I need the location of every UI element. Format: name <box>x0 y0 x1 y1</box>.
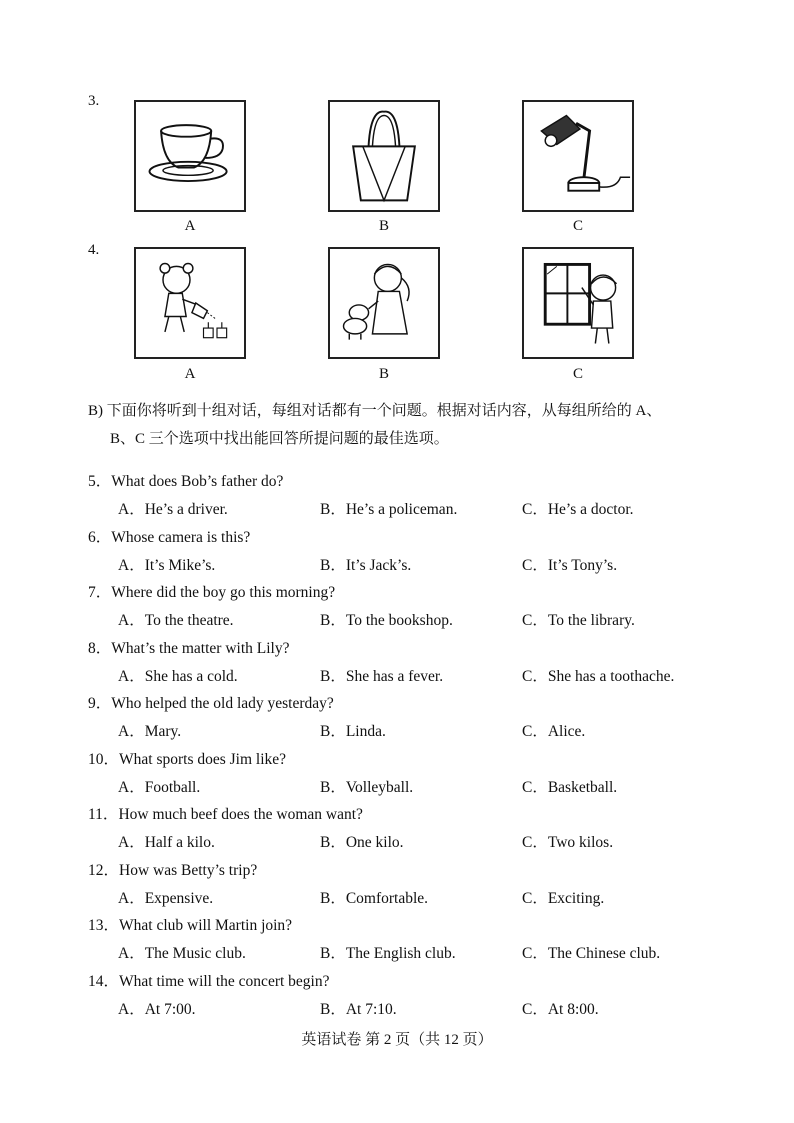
question-text: Whose camera is this? <box>111 528 251 546</box>
question-6 <box>88 525 250 547</box>
question-11-option-a[interactable]: A．Half a kilo. <box>118 834 215 851</box>
question-text: What does Bob’s father do? <box>111 473 284 490</box>
question-9-option-c[interactable]: C．Alice. <box>522 723 586 740</box>
question-12-option-b[interactable]: B．Comfortable. <box>320 889 429 907</box>
q4-label-b: B <box>378 366 389 382</box>
question-9-option-b[interactable]: B．Linda. <box>320 723 386 740</box>
question-text: How much beef does the woman want? <box>118 806 363 823</box>
question-10 <box>88 747 286 769</box>
question-10-option-b[interactable]: B．Volleyball. <box>320 778 414 796</box>
question-5-option-c[interactable]: C．He’s a doctor. <box>522 501 634 518</box>
question-number: 13． <box>88 917 120 934</box>
teacup-icon <box>134 100 246 212</box>
question-7-option-b[interactable]: B．To the bookshop. <box>320 612 453 629</box>
q3-label-c: C <box>572 218 583 234</box>
question-4-number: 4. <box>88 242 100 258</box>
page-footer: 英语试卷 第 2 页（共 12 页） <box>301 1032 493 1048</box>
question-text: What’s the matter with Lily? <box>111 639 290 657</box>
girl-watering-plants-icon <box>134 247 246 359</box>
question-8-option-a[interactable]: A．She has a cold. <box>118 667 238 685</box>
question-13-option-c[interactable]: C．The Chinese club. <box>522 945 661 962</box>
question-number: 6． <box>88 528 112 546</box>
question-number: 8． <box>88 639 112 657</box>
question-6-option-b[interactable]: B．It’s Jack’s. <box>320 556 412 574</box>
question-10-option-a[interactable]: A．Football. <box>118 778 201 796</box>
question-10-option-c[interactable]: C．Basketball. <box>522 778 618 796</box>
section-b-instruction-line1: B) 下面你将听到十组对话，每组对话都有一个问题。根据对话内容，从每组所给的 A、 <box>88 403 662 419</box>
question-11-option-b[interactable]: B．One kilo. <box>320 834 404 851</box>
question-text: What club will Martin join? <box>119 917 293 934</box>
q3-label-a: A <box>184 218 196 234</box>
question-12-option-c[interactable]: C．Exciting. <box>522 889 605 907</box>
question-13-option-a[interactable]: A．The Music club. <box>118 945 246 962</box>
question-text: Where did the boy go this morning? <box>111 584 336 601</box>
question-5 <box>88 469 283 491</box>
q4-label-a: A <box>184 366 196 382</box>
question-text: Who helped the old lady yesterday? <box>111 695 334 712</box>
question-11-option-c[interactable]: C．Two kilos. <box>522 834 614 851</box>
question-8-option-b[interactable]: B．She has a fever. <box>320 667 444 685</box>
question-6-option-c[interactable]: C．It’s Tony’s. <box>522 556 618 574</box>
question-9 <box>88 691 334 713</box>
girl-cleaning-window-icon <box>522 247 634 359</box>
question-7-option-a[interactable]: A．To the theatre. <box>118 612 234 629</box>
girl-feeding-dog-icon <box>328 247 440 359</box>
question-14-option-a[interactable]: A．At 7:00. <box>118 1000 196 1018</box>
question-11 <box>88 802 363 824</box>
question-number: 9． <box>88 695 112 712</box>
question-14-option-b[interactable]: B．At 7:10. <box>320 1000 397 1018</box>
question-number: 12． <box>88 861 120 879</box>
question-14-option-c[interactable]: C．At 8:00. <box>522 1000 599 1018</box>
question-13-option-b[interactable]: B．The English club. <box>320 945 456 962</box>
question-6-option-a[interactable]: A．It’s Mike’s. <box>118 556 216 574</box>
tote-bag-icon <box>328 100 440 212</box>
question-5-option-a[interactable]: A．He’s a driver. <box>118 501 228 518</box>
question-7 <box>88 580 335 602</box>
question-text: What time will the concert begin? <box>119 972 330 990</box>
q3-label-b: B <box>378 218 389 234</box>
question-12-option-a[interactable]: A．Expensive. <box>118 889 214 907</box>
question-number: 14． <box>88 972 120 990</box>
question-5-option-b[interactable]: B．He’s a policeman. <box>320 501 458 518</box>
question-number: 10． <box>88 750 120 768</box>
question-3-number: 3. <box>88 93 100 109</box>
question-text: How was Betty’s trip? <box>119 861 258 879</box>
question-7-option-c[interactable]: C．To the library. <box>522 612 635 629</box>
question-8 <box>88 636 289 658</box>
question-8-option-c[interactable]: C．She has a toothache. <box>522 667 675 685</box>
question-number: 5． <box>88 473 112 490</box>
question-14 <box>88 969 329 991</box>
section-b-instruction-line2: B、C 三个选项中找出能回答所提问题的最佳选项。 <box>110 431 449 447</box>
question-text: What sports does Jim like? <box>119 750 287 768</box>
question-12 <box>88 858 257 880</box>
question-13 <box>88 913 292 935</box>
desk-lamp-icon <box>522 100 634 212</box>
question-number: 7． <box>88 584 112 601</box>
question-9-option-a[interactable]: A．Mary. <box>118 723 182 740</box>
q4-label-c: C <box>572 366 583 382</box>
question-number: 11． <box>88 806 119 823</box>
